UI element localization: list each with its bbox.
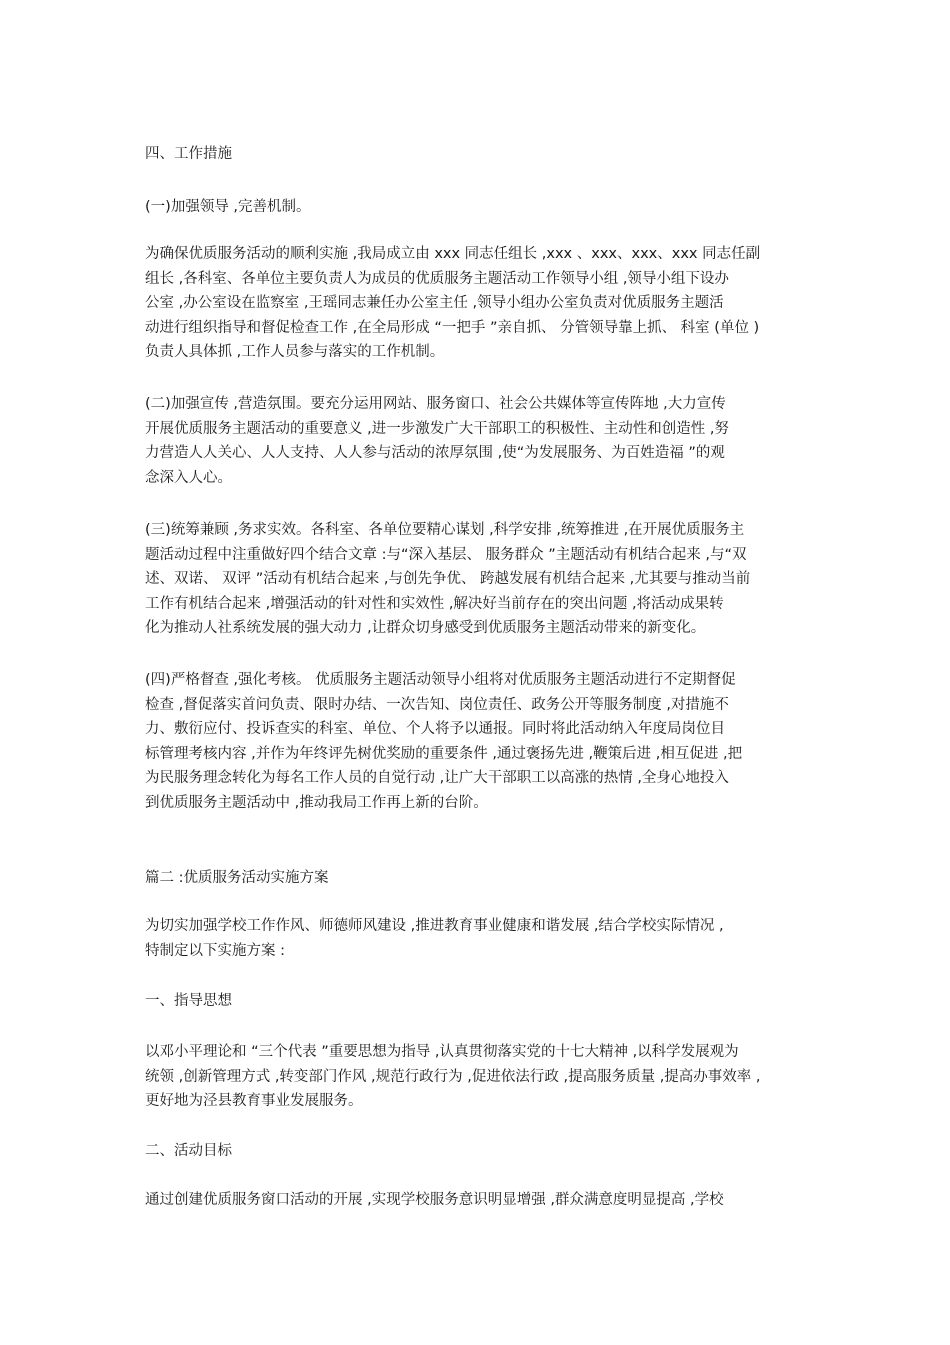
paragraph-line: 组长 ,各科室、各单位主要负责人为成员的优质服务主题活动工作领导小组 ,领导小组下设办 bbox=[145, 270, 729, 287]
section-heading-work-measures: 四、工作措施 bbox=[145, 146, 232, 162]
paragraph-line: 力营造人人关心、人人支持、人人参与活动的浓厚氛围 ,使“为发展服务、为百姓造福 ”的观 bbox=[145, 445, 725, 461]
paragraph-line: 特制定以下实施方案 : bbox=[145, 942, 285, 959]
paragraph-line: 为确保优质服务活动的顺利实施 ,我局成立由 xxx 同志任组长 ,xxx 、xxx、xxx、xxx 同志任副 bbox=[145, 246, 761, 262]
section-heading-guiding-thought: 一、指导思想 bbox=[145, 993, 232, 1009]
paragraph-line: 标管理考核内容 ,并作为年终评先树优奖励的重要条件 ,通过褒扬先进 ,鞭策后进 ,相互促进 ,把 bbox=[145, 745, 743, 762]
paragraph-supervision bbox=[145, 668, 813, 815]
paragraph-line: 为切实加强学校工作作风、师德师风建设 ,推进教育事业健康和谐发展 ,结合学校实际情况 , bbox=[145, 918, 724, 934]
paragraph-line: 为民服务理念转化为每名工作人员的自觉行动 ,让广大干部职工以高涨的热情 ,全身心地投入 bbox=[145, 770, 729, 786]
section-heading-activity-goals: 二、活动目标 bbox=[145, 1143, 232, 1159]
paragraph-line: 力、敷衍应付、投诉查实的科室、单位、个人将予以通报。同时将此活动纳入年度局岗位目 bbox=[145, 721, 725, 737]
paragraph-guiding-thought bbox=[145, 1040, 813, 1114]
paragraph-intro bbox=[145, 914, 813, 963]
paragraph-publicity bbox=[145, 392, 813, 490]
paragraph-line: 更好地为泾县教育事业发展服务。 bbox=[145, 1093, 363, 1109]
paragraph-line: 负责人具体抓 ,工作人员参与落实的工作机制。 bbox=[145, 344, 445, 360]
paragraph-line: (三)统筹兼顾 ,务求实效。各科室、各单位要精心谋划 ,科学安排 ,统筹推进 ,在开展优质服务主 bbox=[145, 522, 745, 538]
paragraph-line: 到优质服务主题活动中 ,推动我局工作再上新的台阶。 bbox=[145, 794, 488, 811]
paragraph-line: (一)加强领导 ,完善机制。 bbox=[145, 199, 311, 215]
paragraph-coordination bbox=[145, 518, 813, 641]
article-title: 篇二 :优质服务活动实施方案 bbox=[145, 870, 329, 886]
paragraph-line: 工作有机结合起来 ,增强活动的针对性和实效性 ,解决好当前存在的突出问题 ,将活动成果转 bbox=[145, 595, 724, 612]
paragraph-line: 以邓小平理论和 “三个代表 ”重要思想为指导 ,认真贯彻落实党的十七大精神 ,以科学发展观为 bbox=[145, 1044, 739, 1060]
paragraph-leadership-body bbox=[145, 242, 813, 365]
paragraph-line: 开展优质服务主题活动的重要意义 ,进一步激发广大干部职工的积极性、主动性和创造性 ,努 bbox=[145, 420, 729, 437]
paragraph-line: 述、双诺、 双评 ”活动有机结合起来 ,与创先争优、 跨越发展有机结合起来 ,尤其要与推动当前 bbox=[145, 571, 751, 587]
paragraph-line: 检查 ,督促落实首问负责、限时办结、一次告知、岗位责任、政务公开等服务制度 ,对措施不 bbox=[145, 696, 729, 713]
paragraph-line: 统领 ,创新管理方式 ,转变部门作风 ,规范行政行为 ,促进依法行政 ,提高服务质量 ,提高办事效率 , bbox=[145, 1068, 761, 1085]
paragraph-line: 化为推动人社系统发展的强大动力 ,让群众切身感受到优质服务主题活动带来的新变化。 bbox=[145, 620, 706, 636]
paragraph-leadership bbox=[145, 195, 813, 220]
paragraph-line: (四)严格督查 ,强化考核。 优质服务主题活动领导小组将对优质服务主题活动进行不定期督促 bbox=[145, 672, 736, 688]
paragraph-line: 念深入人心。 bbox=[145, 469, 232, 486]
paragraph-line: 动进行组织指导和督促检查工作 ,在全局形成 “一把手 ”亲自抓、 分管领导靠上抓、 科室 (单位 ) bbox=[145, 319, 760, 336]
paragraph-line: 题活动过程中注重做好四个结合文章 :与“深入基层、 服务群众 ”主题活动有机结合起来 ,与“双 bbox=[145, 546, 747, 563]
paragraph-line: 通过创建优质服务窗口活动的开展 ,实现学校服务意识明显增强 ,群众满意度明显提高 ,学校 bbox=[145, 1192, 724, 1208]
paragraph-line: 公室 ,办公室设在监察室 ,王瑶同志兼任办公室主任 ,领导小组办公室负责对优质服务主题活 bbox=[145, 295, 724, 311]
paragraph-line: (二)加强宣传 ,营造氛围。要充分运用网站、服务窗口、社会公共媒体等宣传阵地 ,大力宣传 bbox=[145, 396, 726, 412]
paragraph-activity-goals bbox=[145, 1188, 813, 1213]
